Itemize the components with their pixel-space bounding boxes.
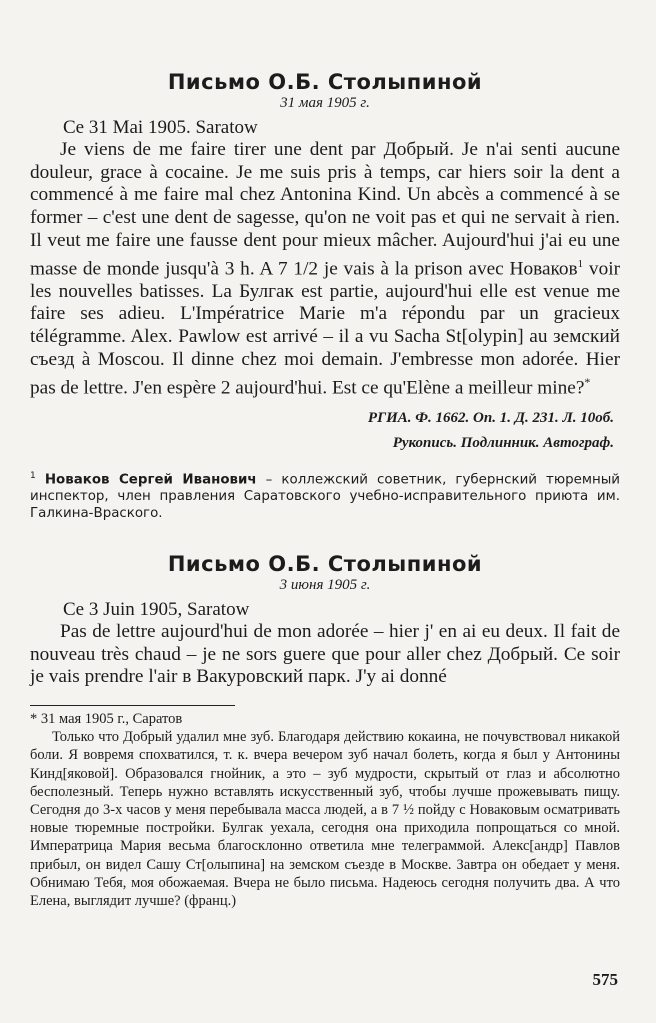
letter2-body: Pas de lettre aujourd'hui de mon adorée – hier j' en ai eu deux. Il fait de nouveau très chaud – je ne sors guere que pour aller chez Добрый. Ce soir je vais prendre l'air в Вакуровский парк. J'y ai donné — [30, 621, 620, 688]
page-number: 575 — [592, 970, 618, 989]
translation-heading-text: 31 мая 1905 г., Саратов — [40, 711, 183, 728]
letter2-title: Письмо О.Б. Столыпиной — [167, 552, 483, 577]
translation-ref: * — [584, 375, 591, 390]
letter1-body — [30, 139, 620, 401]
archive-source — [30, 406, 620, 456]
source-reference: РГИА. Ф. 1662. Оп. 1. Д. 231. Л. 10об. — [367, 409, 614, 426]
letter2-place: Ce 3 Juin 1905, Saratow — [63, 599, 250, 621]
footnote-1-name: Новаков Сергей Иванович — [44, 472, 257, 488]
footnote-divider — [30, 705, 235, 706]
translation-text: Только что Добрый удалил мне зуб. Благодаря действию кокаина, не почувствовал никакой боли. Я вовремя спохватился, т. к. вчера вечером зуб начал болеть, когда я был у Антонины Кинд[яковой]. Образовался гнойник, а это – зуб мудрости, скрытый от глаз и абсолютно бесполезный. Теперь нужно вставлять искусственный зуб, чтобы лучше прожевывать пищу. Сегодня до 3-х часов у меня перебывала масса людей, а в 7 ½ пойду с Новаковым осматривать новые тюремные постройки. Булгак уехала, сегодня она приходила попрощаться со мной. Императрица Мария весьма благосклонно ответила мне телеграммой. Алекс[андр] Павлов прибыл, он видел Сашу Ст[олыпина] на земском съезде в Москве. Завтра он обедает у меня. Обнимаю Тебя, моя обожаемая. Вчера не было письма. Надеюсь сегодня получить два. А что Елена, выглядит лучше? (франц.) — [30, 729, 620, 909]
letter1-place: Ce 31 Mai 1905. Saratow — [63, 117, 258, 138]
translation-heading — [30, 710, 620, 728]
letter1-text-part1: Je viens de me faire tirer une dent par Добрый. Je n'ai senti aucune douleur, grace à cocaine. Je me suis pris à temps, car hiers soir la dent a commencé à me faire mal chez Antonina Kind. Un abcès a commencé à se former – c'est une dent de sagesse, qu'on ne voit pas et qui ne servait à rien. Il veut me faire une fausse dent pour mieux mâcher. Aujourd'hui j'ai eu une masse de monde jusqu'à 3 h. A 7 1/2 je vais à la prison avec Новаков — [30, 139, 620, 279]
letter1-text-part2: voir les nouvelles batisses. La Булгак est partie, aujourd'hui elle est venue me faire ses adieu. L'Impératrice Marie m'a répondu par un gracieux télégramme. Alex. Pawlow est arrivé – il a vu Sacha St[olypin] au земский съезд à Moscou. Il dinne chez moi demain. J'embresse mon adorée. Hier pas de lettre. J'en espère 2 aujourd'hui. Est ce qu'Elène a meilleur mine? — [30, 257, 620, 399]
letter1-title: Письмо О.Б. Столыпиной — [167, 70, 483, 94]
footnote-1-text: – коллежский советник, губернский тюремный инспектор, член правления Саратовского учебно-исправительного приюта им. Галкина-Враского. — [30, 472, 620, 522]
letter2-date: 3 июня 1905 г. — [279, 577, 371, 594]
letter1-date: 31 мая 1905 г. — [280, 95, 370, 111]
footnote-ref-1: 1 — [577, 257, 584, 270]
footnote-1 — [30, 468, 620, 522]
translation-marker: * — [30, 711, 38, 728]
page-content — [30, 70, 620, 910]
footnote-1-marker: 1 — [30, 470, 36, 481]
source-description: Рукопись. Подлинник. Автограф. — [392, 434, 614, 451]
